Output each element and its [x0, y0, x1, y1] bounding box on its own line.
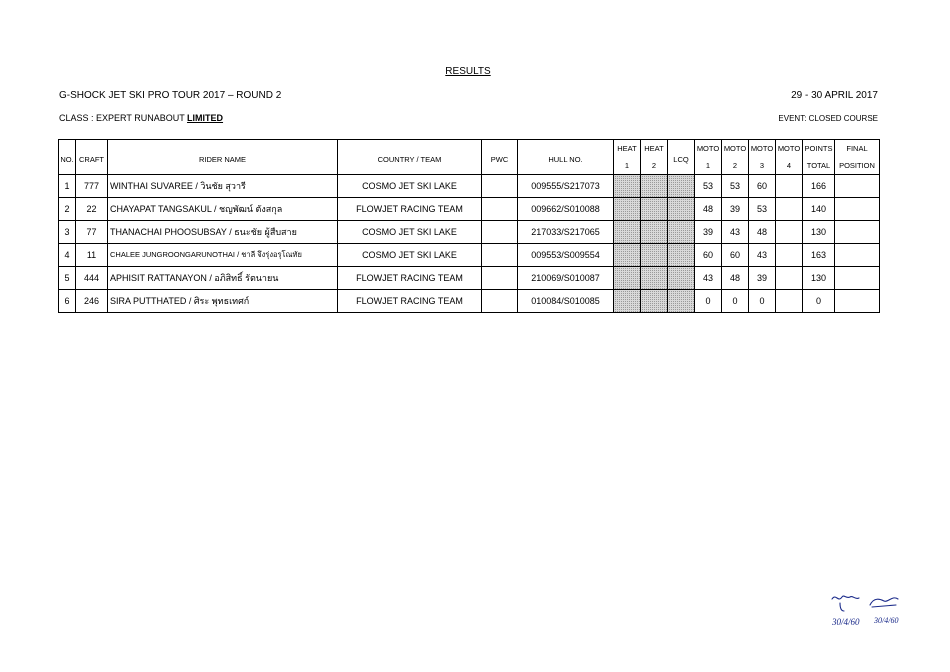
- cell-hull: 009662/S010088: [518, 198, 614, 221]
- table-row: [59, 290, 880, 313]
- cell-rider-name: THANACHAI PHOOSUBSAY / ธนะชัย ผู้สืบสาย: [108, 221, 338, 244]
- table-row: [59, 267, 880, 290]
- header-craft: CRAFT: [76, 140, 108, 175]
- header-heat1-number: 1: [614, 157, 641, 175]
- cell-rider-name: CHAYAPAT TANGSAKUL / ชญพัฒน์ ตังสกุล: [108, 198, 338, 221]
- cell-rider-name: CHALEE JUNGROONGARUNOTHAI / ชาลี จึงรุ่งอรุโณทัย: [108, 244, 338, 267]
- cell-craft: 777: [76, 175, 108, 198]
- cell-team: FLOWJET RACING TEAM: [338, 290, 482, 313]
- header-moto2: MOTO: [722, 140, 749, 158]
- cell-heat2: [641, 198, 668, 221]
- cell-points-total: 0: [803, 290, 835, 313]
- cell-hull: 210069/S010087: [518, 267, 614, 290]
- header-lcq: LCQ: [668, 140, 695, 175]
- header-moto3: MOTO: [749, 140, 776, 158]
- cell-no: 5: [59, 267, 76, 290]
- class-value: LIMITED: [187, 113, 224, 123]
- results-table: [58, 139, 880, 313]
- header-rider-name: RIDER NAME: [108, 140, 338, 175]
- cell-pwc: [482, 267, 518, 290]
- cell-moto4: [776, 221, 803, 244]
- cell-moto2: 0: [722, 290, 749, 313]
- class-line: [59, 113, 223, 123]
- cell-moto3: 39: [749, 267, 776, 290]
- header-pwc: PWC: [482, 140, 518, 175]
- cell-craft: 77: [76, 221, 108, 244]
- cell-heat1: [614, 198, 641, 221]
- cell-hull: 009555/S217073: [518, 175, 614, 198]
- header-heat2: HEAT: [641, 140, 668, 158]
- table-row: [59, 244, 880, 267]
- header-country-team: COUNTRY / TEAM: [338, 140, 482, 175]
- signature-date-left: 30/4/60: [832, 617, 860, 627]
- cell-final-position: [835, 221, 880, 244]
- cell-heat2: [641, 244, 668, 267]
- header-moto2-number: 2: [722, 157, 749, 175]
- cell-hull: 010084/S010085: [518, 290, 614, 313]
- cell-final-position: [835, 290, 880, 313]
- cell-team: FLOWJET RACING TEAM: [338, 198, 482, 221]
- header-points-total: TOTAL: [803, 157, 835, 175]
- cell-moto2: 48: [722, 267, 749, 290]
- signature-stroke-right: [870, 598, 898, 605]
- cell-moto1: 39: [695, 221, 722, 244]
- cell-no: 4: [59, 244, 76, 267]
- cell-heat1: [614, 267, 641, 290]
- cell-pwc: [482, 175, 518, 198]
- cell-heat1: [614, 290, 641, 313]
- cell-team: COSMO JET SKI LAKE: [338, 244, 482, 267]
- cell-moto2: 53: [722, 175, 749, 198]
- signature-underline: [872, 605, 896, 607]
- cell-no: 1: [59, 175, 76, 198]
- cell-moto4: [776, 198, 803, 221]
- signature-stroke-left: [832, 596, 859, 599]
- results-title: RESULTS: [445, 66, 491, 77]
- cell-moto1: 0: [695, 290, 722, 313]
- cell-rider-name: SIRA PUTTHATED / ศิระ พุทธเทศก์: [108, 290, 338, 313]
- cell-no: 6: [59, 290, 76, 313]
- cell-rider-name: WINTHAI SUVAREE / วินชัย สุวารี: [108, 175, 338, 198]
- cell-heat2: [641, 267, 668, 290]
- cell-final-position: [835, 198, 880, 221]
- cell-moto4: [776, 175, 803, 198]
- cell-craft: 444: [76, 267, 108, 290]
- header-moto1-number: 1: [695, 157, 722, 175]
- cell-moto1: 53: [695, 175, 722, 198]
- cell-lcq: [668, 290, 695, 313]
- header-moto1: MOTO: [695, 140, 722, 158]
- event-title: G-SHOCK JET SKI PRO TOUR 2017 – ROUND 2: [59, 90, 282, 101]
- cell-lcq: [668, 175, 695, 198]
- cell-moto3: 53: [749, 198, 776, 221]
- cell-no: 3: [59, 221, 76, 244]
- cell-no: 2: [59, 198, 76, 221]
- cell-moto4: [776, 244, 803, 267]
- cell-pwc: [482, 198, 518, 221]
- cell-lcq: [668, 198, 695, 221]
- cell-craft: 22: [76, 198, 108, 221]
- cell-lcq: [668, 221, 695, 244]
- cell-moto2: 43: [722, 221, 749, 244]
- cell-moto2: 60: [722, 244, 749, 267]
- cell-moto4: [776, 290, 803, 313]
- cell-moto1: 60: [695, 244, 722, 267]
- cell-pwc: [482, 290, 518, 313]
- header-moto4: MOTO: [776, 140, 803, 158]
- cell-craft: 246: [76, 290, 108, 313]
- table-row: [59, 221, 880, 244]
- cell-team: FLOWJET RACING TEAM: [338, 267, 482, 290]
- cell-lcq: [668, 244, 695, 267]
- class-label: CLASS : EXPERT RUNABOUT: [59, 113, 188, 123]
- cell-team: COSMO JET SKI LAKE: [338, 221, 482, 244]
- cell-heat1: [614, 244, 641, 267]
- cell-pwc: [482, 244, 518, 267]
- handwritten-signature: [828, 585, 908, 631]
- header-points: POINTS: [803, 140, 835, 158]
- cell-points-total: 163: [803, 244, 835, 267]
- cell-final-position: [835, 244, 880, 267]
- header-hull-no: HULL NO.: [518, 140, 614, 175]
- table-row: [59, 175, 880, 198]
- cell-moto3: 60: [749, 175, 776, 198]
- cell-lcq: [668, 267, 695, 290]
- cell-moto3: 43: [749, 244, 776, 267]
- cell-moto1: 48: [695, 198, 722, 221]
- cell-moto3: 48: [749, 221, 776, 244]
- cell-team: COSMO JET SKI LAKE: [338, 175, 482, 198]
- header-heat2-number: 2: [641, 157, 668, 175]
- cell-points-total: 166: [803, 175, 835, 198]
- cell-moto4: [776, 267, 803, 290]
- cell-moto1: 43: [695, 267, 722, 290]
- header-no: NO.: [59, 140, 76, 175]
- table-row: [59, 198, 880, 221]
- cell-hull: 217033/S217065: [518, 221, 614, 244]
- cell-rider-name: APHISIT RATTANAYON / อภิสิทธิ์ รัตนายน: [108, 267, 338, 290]
- header-moto4-number: 4: [776, 157, 803, 175]
- cell-craft: 11: [76, 244, 108, 267]
- signature-tail-left: [840, 603, 844, 611]
- cell-moto2: 39: [722, 198, 749, 221]
- cell-points-total: 130: [803, 267, 835, 290]
- cell-final-position: [835, 175, 880, 198]
- event-type: EVENT: CLOSED COURSE: [778, 114, 878, 123]
- cell-heat2: [641, 175, 668, 198]
- header-final-position: POSITION: [835, 157, 880, 175]
- cell-heat1: [614, 175, 641, 198]
- signature-date-right: 30/4/60: [874, 616, 899, 625]
- cell-heat2: [641, 221, 668, 244]
- cell-heat2: [641, 290, 668, 313]
- cell-hull: 009553/S009554: [518, 244, 614, 267]
- cell-heat1: [614, 221, 641, 244]
- cell-final-position: [835, 267, 880, 290]
- event-dates: 29 - 30 APRIL 2017: [791, 90, 878, 101]
- header-final: FINAL: [835, 140, 880, 158]
- cell-points-total: 140: [803, 198, 835, 221]
- header-moto3-number: 3: [749, 157, 776, 175]
- cell-pwc: [482, 221, 518, 244]
- header-heat1: HEAT: [614, 140, 641, 158]
- cell-points-total: 130: [803, 221, 835, 244]
- cell-moto3: 0: [749, 290, 776, 313]
